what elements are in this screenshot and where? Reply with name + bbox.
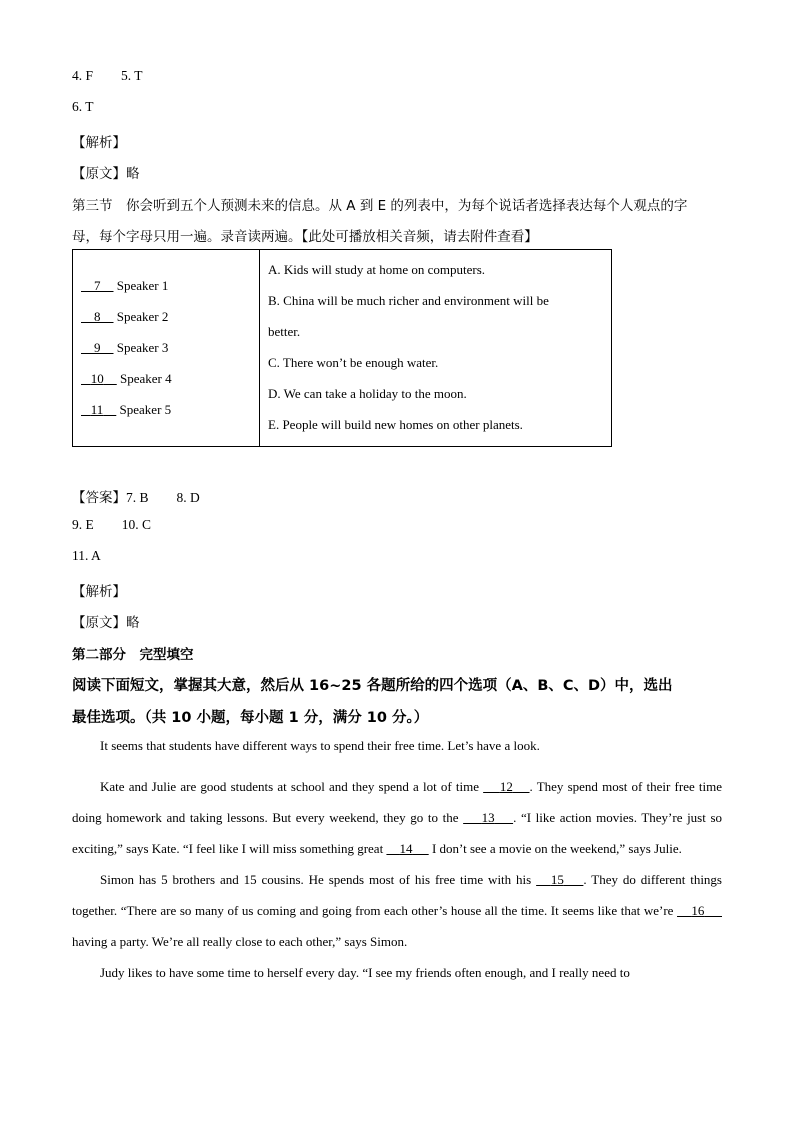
option-b-cont: better.: [268, 324, 301, 339]
blank-16: 16: [691, 903, 705, 918]
analysis-label-2: 【解析】: [72, 584, 126, 600]
section3-instruction-line1: 第三节 你会听到五个人预测未来的信息。从 A 到 E 的列表中，为每个说话者选择表达每个人观点的字: [72, 198, 688, 214]
part2-instruction-line1: 阅读下面短文，掌握其大意，然后从 16~25 各题所给的四个选项（A、B、C、D）中，选出: [72, 678, 673, 694]
answer-line-9-10: [72, 517, 151, 533]
blank-14: 14: [399, 841, 413, 856]
answer-4: 4. F: [72, 68, 94, 83]
passage-paragraph-1: It seems that students have different ways to spend their free time. Let’s have a look.: [100, 738, 540, 753]
answer-5: 5. T: [121, 68, 143, 83]
answer-10: 10. C: [121, 517, 152, 532]
option-e: E. People will build new homes on other planets.: [268, 417, 523, 432]
answer-line-7-8: [72, 486, 200, 506]
option-a: A. Kids will study at home on computers.: [268, 262, 486, 277]
options-column: [260, 250, 612, 447]
answer-7: 7. B: [126, 490, 149, 505]
blank-12: 12: [499, 779, 513, 794]
transcript-label-2: 【原文】略: [72, 615, 140, 631]
answer-label: 【答案】: [72, 490, 126, 506]
speaker-row: 8 Speaker 2: [94, 309, 169, 324]
answer-11: 11. A: [72, 548, 101, 563]
speaker-row: 9 Speaker 3: [94, 340, 169, 355]
blank-15: 15: [550, 872, 564, 887]
passage-paragraph-4: Judy likes to have some time to herself every day. “I see my friends often enough, and I really need to: [100, 965, 630, 980]
speaker-column: [73, 250, 260, 447]
answer-8: 8. D: [176, 490, 200, 505]
answer-6: 6. T: [72, 99, 94, 114]
option-d: D. We can take a holiday to the moon.: [268, 386, 467, 401]
passage-paragraph-3: Simon has 5 brothers and 15 cousins. He spends most of his free time with his 15 . They do different things together. “There are so many of us coming and going from each other’s house all the time. It seems like that we’re 16 having a party. We’re all really close to each other,” says Simon.: [72, 872, 722, 949]
passage: [72, 730, 722, 988]
option-c: C. There won’t be enough water.: [268, 355, 439, 370]
option-b: B. China will be much richer and environment will be: [268, 293, 549, 308]
analysis-label-1: 【解析】: [72, 135, 126, 151]
part2-instruction-line2: 最佳选项。（共 10 小题，每小题 1 分，满分 10 分。）: [72, 710, 429, 726]
speaker-row: 7 Speaker 1: [94, 278, 169, 293]
transcript-label-1: 【原文】略: [72, 166, 140, 182]
speaker-row: 11 Speaker 5: [90, 402, 172, 417]
answer-9: 9. E: [72, 517, 94, 532]
answer-line-4-5: [72, 68, 143, 84]
section3-instruction-line2: 母，每个字母只用一遍。录音读两遍。【此处可播放相关音频，请去附件查看】: [72, 229, 538, 245]
part2-heading: 第二部分 完型填空: [72, 647, 194, 663]
matching-table: [72, 249, 612, 447]
blank-13: 13: [481, 810, 495, 825]
passage-paragraph-2: Kate and Julie are good students at school and they spend a lot of time 12 . They spend most of their free time doing homework and taking lessons. But every weekend, they go to the 13 . “I like action movies. They’re just so exciting,” says Kate. “I feel like I will miss something great 14 I don’t see a movie on the weekend,” says Julie.: [72, 779, 723, 856]
speaker-row: 10 Speaker 4: [90, 371, 172, 386]
